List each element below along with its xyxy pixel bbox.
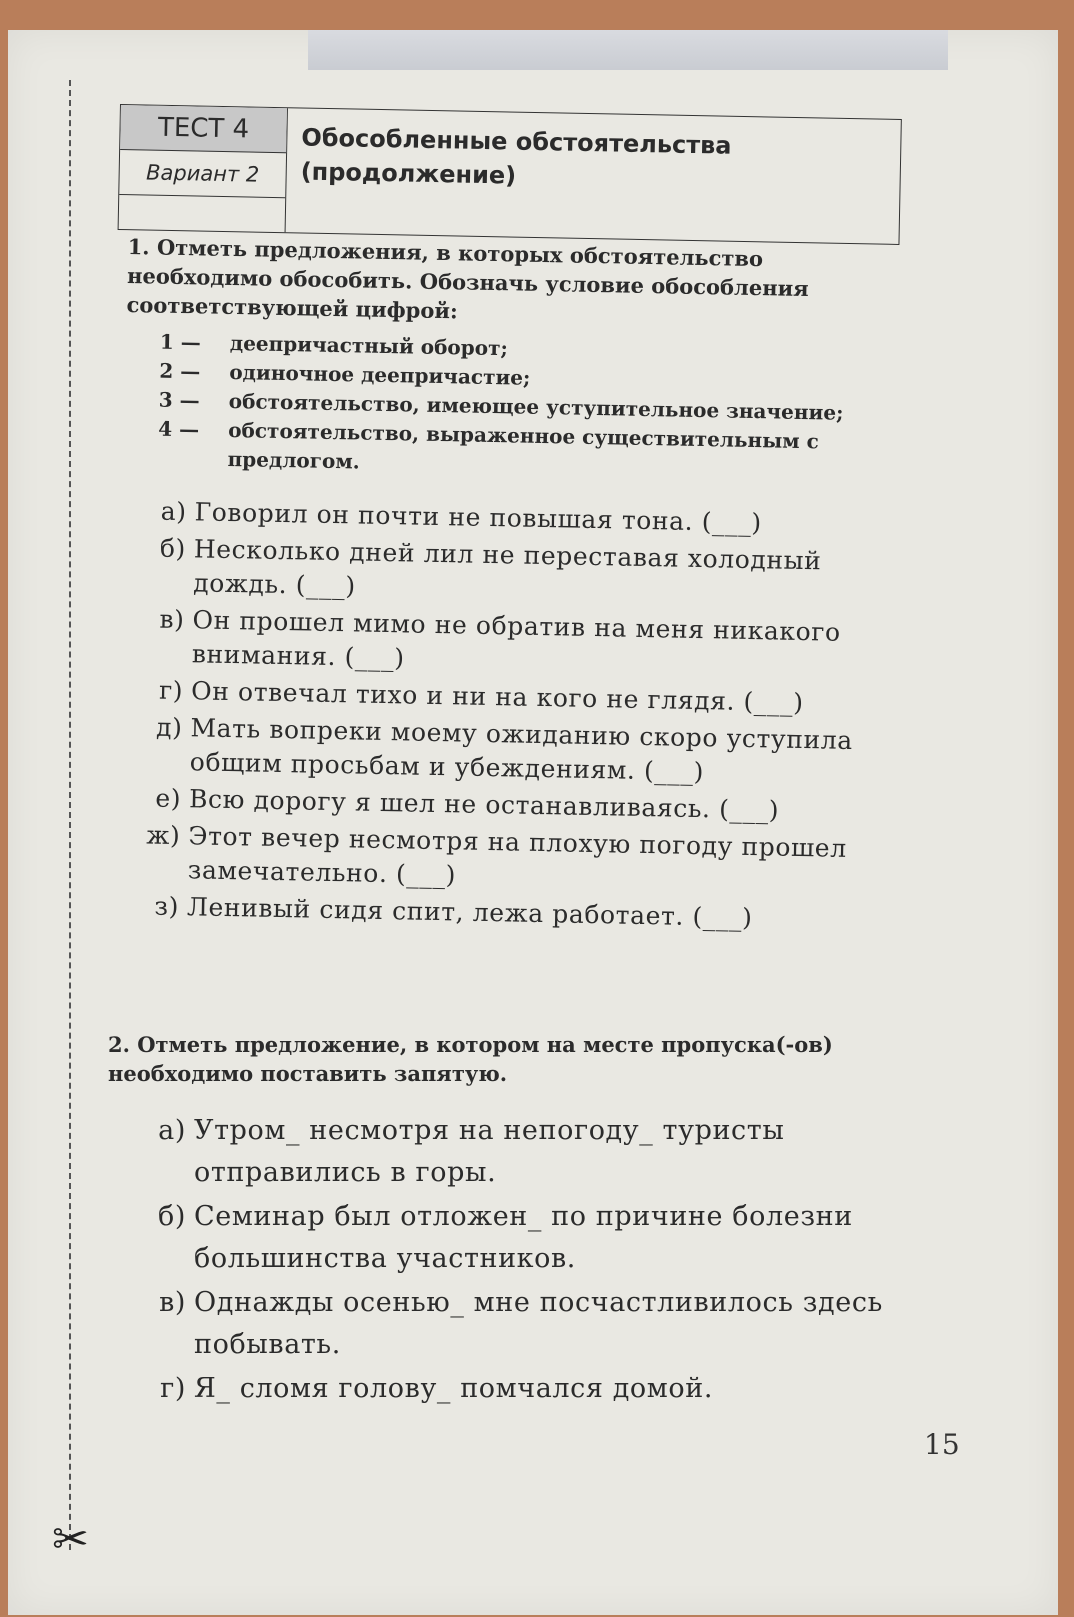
page-number: 15 bbox=[924, 1428, 960, 1461]
question-prompt: Отметь предложение, в котором на месте пропуска(-ов) необходимо поставить запятую. bbox=[108, 1032, 833, 1086]
title-line-2: (продолжение) bbox=[300, 157, 517, 190]
variant-label: Вариант 2 bbox=[119, 150, 286, 198]
scissors-icon: ✂ bbox=[52, 1514, 89, 1565]
sentence-item: ж) Этот вечер несмотря на плохую погоду прошел замечательно. (___) bbox=[146, 820, 847, 890]
legend-item: 1 — деепричастный оборот; bbox=[159, 329, 509, 361]
question-2-text bbox=[108, 1030, 958, 1088]
question-1 bbox=[115, 232, 908, 941]
sentence-item: г) Он отвечал тихо и ни на кого не глядя. (___) bbox=[158, 675, 804, 718]
sentence-list bbox=[108, 1110, 958, 1410]
sentence-item: з) Ленивый сидя спит, лежа работает. (___) bbox=[154, 891, 753, 933]
legend-item: 3 — обстоятельство, имеющее уступительное значение; bbox=[158, 387, 844, 425]
sentence-item: а) Говорил он почти не повышая тона. (___) bbox=[160, 496, 763, 538]
sentence-item: в) Он прошел мимо не обратив на меня никакого внимания. (___) bbox=[159, 604, 841, 673]
title-line-1: Обособленные обстоятельства bbox=[301, 123, 732, 160]
sentence-item: в) Однажды осенью_ мне посчастливилось здесь побывать. bbox=[159, 1287, 883, 1360]
legend-item: 4 — обстоятельство, выраженное существительным с предлогом. bbox=[158, 416, 819, 474]
test-label: ТЕСТ 4 bbox=[120, 105, 287, 153]
sentence-item: г) Я_ сломя голову_ помчался домой. bbox=[160, 1373, 714, 1404]
question-prompt: Отметь предложения, в которых обстоятельство необходимо обособить. Обозначь условие обособления соответствующей цифрой: bbox=[126, 234, 809, 324]
sentence-list bbox=[115, 494, 903, 938]
sentence-item: а) Утром_ несмотря на непогоду_ туристы отправились в горы. bbox=[158, 1115, 785, 1188]
condition-legend bbox=[157, 328, 906, 487]
legend-item: 2 — одиночное деепричастие; bbox=[159, 358, 531, 390]
plastic-cover-corner bbox=[308, 30, 948, 70]
sentence-item: б) Несколько дней лил не переставая холодный дождь. (___) bbox=[159, 533, 822, 601]
sentence-item: е) Всю дорогу я шел не останавливаясь. (___) bbox=[155, 783, 780, 825]
question-number: 2. bbox=[108, 1032, 130, 1057]
sentence-item: б) Семинар был отложен_ по причине болезни большинства участников. bbox=[158, 1201, 853, 1274]
question-number: 1. bbox=[127, 233, 150, 260]
test-title bbox=[286, 108, 901, 244]
question-1-text bbox=[126, 232, 908, 334]
cut-line bbox=[69, 80, 71, 1550]
test-header bbox=[118, 104, 902, 245]
question-2 bbox=[108, 1030, 958, 1412]
sentence-item: д) Мать вопреки моему ожиданию скоро уступила общим просьбам и убеждениям. (___) bbox=[155, 712, 854, 787]
